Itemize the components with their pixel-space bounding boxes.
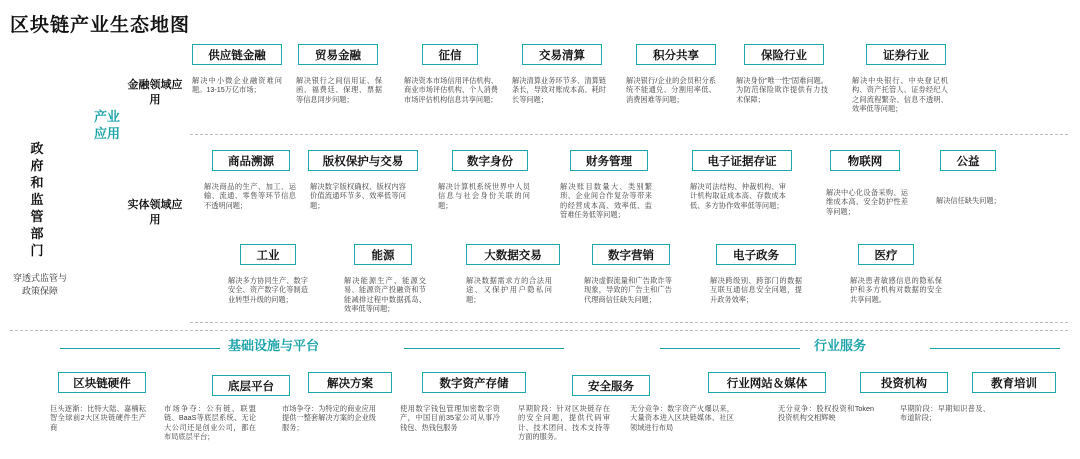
desc-entity1-5: 解决中心化设备采购、运维成本高、安全防护性差等问题； [826,188,908,216]
desc-entity2-3: 解决虚假流量和广告欺诈等现象，导致的广告主和广告代理商信任缺失问题； [584,276,672,304]
box-infra-0[interactable]: 区块链硬件 [58,372,146,393]
desc-entity2-1: 解决能源生产、能源交易、能源资产投融资和节能减排过程中数据孤岛、效率低等问题； [344,276,426,314]
page-title: 区块链产业生态地图 [10,15,191,36]
box-entity1-3[interactable]: 财务管理 [570,150,648,171]
section-line-infra-right [404,348,564,349]
desc-infra-1: 市场争夺：公有链、联盟链、BaaS等底层系统、无论大公司还是创业公司，都在布局底层平台； [164,404,256,442]
desc-entity2-4: 解决跨级别、跨部门的数据互联互通信息安全问题，提升政务效率； [710,276,802,304]
box-finance-0[interactable]: 供应链金融 [192,44,282,65]
row-label-finance: 金融领域应用 [127,79,183,106]
box-finance-1[interactable]: 贸易金融 [298,44,378,65]
box-services-0[interactable]: 行业网站＆媒体 [708,372,826,393]
box-entity1-1[interactable]: 版权保护与交易 [308,150,418,171]
desc-services-2: 早期阶段：早期知识普及、布道阶段； [900,404,990,423]
desc-entity1-4: 解决司法结构、仲裁机构、审计机构取证成本高、存数成本低、多方协作效率低等问题； [690,182,786,210]
desc-entity2-2: 解决数据需求方的合法用途、又保护用户隐私问题； [466,276,552,304]
box-infra-4[interactable]: 安全服务 [572,375,650,396]
desc-entity1-3: 解决账目数量大、类别繁琐、企业间合作复杂等带来的经营成本高、效率低、监管难任务低等问题； [560,182,652,220]
box-entity1-4[interactable]: 电子证据存证 [692,150,792,171]
desc-finance-1: 解决银行之间信用证、保函、福费廷、保理、票据等信息同步问题； [296,76,382,104]
section-line-services-right [930,348,1060,349]
box-entity2-0[interactable]: 工业 [240,244,296,265]
box-entity1-5[interactable]: 物联网 [830,150,900,171]
desc-finance-0: 解决中小微企业融资难问题。13-15万亿市场； [192,76,282,95]
box-finance-6[interactable]: 证券行业 [866,44,946,65]
box-entity2-1[interactable]: 能源 [354,244,412,265]
desc-entity1-1: 解决数字版权确权、版权内容价值流通环节多、效率低等问题； [310,182,406,210]
desc-finance-2: 解决资本市场信用评估机构、商业市场评估机构、个人消费市场评估机构信息共享问题； [404,76,498,104]
desc-infra-2: 市场争夺：为特定的商业应用提供一整套解决方案的企业级服务； [282,404,376,432]
desc-infra-3: 使用数字钱包管理加密数字资产，中国目前35家公司从事冷钱包、热钱包服务 [400,404,500,432]
left-sub-label: 穿透式监管与政策保障 [12,273,67,296]
desc-entity1-6: 解决信任缺失问题； [936,196,1001,205]
divider-bottom [10,330,1068,331]
left-vertical-label: 政府和监管部门 [30,141,44,258]
row-label-entity: 实体领域应用 [127,199,183,226]
section-line-infra-left [60,348,220,349]
desc-entity1-0: 解决商品的生产、加工、运输、流通、零售等环节信息不透明问题； [204,182,296,210]
box-finance-4[interactable]: 积分共享 [636,44,716,65]
desc-entity2-5: 解决患者敏感信息的隐私保护和多方机构对数据的安全共享问题。 [850,276,942,304]
box-entity1-6[interactable]: 公益 [940,150,996,171]
desc-infra-0: 巨头逐渐：比特大陆、嘉楠耘智全球前2大区块链硬件生产商 [50,404,146,432]
box-services-2[interactable]: 教育培训 [972,372,1056,393]
box-infra-2[interactable]: 解决方案 [308,372,392,393]
section-title-infra: 基础设施与平台 [228,338,320,353]
box-finance-2[interactable]: 征信 [422,44,478,65]
box-services-1[interactable]: 投资机构 [860,372,948,393]
box-entity2-5[interactable]: 医疗 [858,244,914,265]
desc-services-1: 无分竞争：股权投资和Token投资机构交相辉映 [778,404,874,423]
box-entity1-0[interactable]: 商品溯源 [212,150,290,171]
section-title-services: 行业服务 [814,338,867,353]
desc-finance-5: 解决身份"唯一性"固难问题。为防范保险欺诈提供有力技术保障； [736,76,828,104]
box-finance-3[interactable]: 交易清算 [522,44,602,65]
desc-entity1-2: 解决计算机系统世界中人员信息与社会身份关联的问题； [438,182,530,210]
box-entity1-2[interactable]: 数字身份 [452,150,528,171]
divider-entity [190,322,1068,323]
desc-infra-4: 早期阶段：针对区块链存在的安全问题，提供代码审计、技术团问、技术支持等方面的服务。 [518,404,610,442]
box-entity2-3[interactable]: 数字营销 [592,244,670,265]
desc-finance-3: 解决清算业务环节多、清算链条长，导致对账成本高、耗时长等问题； [512,76,606,104]
section-line-services-left [660,348,800,349]
desc-finance-4: 解决银行/企业的会员积分系统不能通兑、分割用率低、消费困难等问题； [626,76,716,104]
industry-application-label: 产业应用 [93,109,120,141]
box-entity2-2[interactable]: 大数据交易 [466,244,560,265]
desc-finance-6: 解决中央银行、中央登记机构、资产托管人、证券经纪人之间流程繁杂、信息不透明、效率低等问题； [852,76,948,114]
desc-entity2-0: 解决多方协同生产、数字安全、资产数字化等制造业转型升级的问题； [228,276,308,304]
box-infra-3[interactable]: 数字资产存储 [422,372,526,393]
desc-services-0: 无分竞争：数字资产火爆以来，大量资本进入区块链媒体、社区领域进行布局 [630,404,734,432]
divider-finance [190,134,1068,135]
box-entity2-4[interactable]: 电子政务 [716,244,796,265]
box-finance-5[interactable]: 保险行业 [744,44,824,65]
box-infra-1[interactable]: 底层平台 [212,375,290,396]
